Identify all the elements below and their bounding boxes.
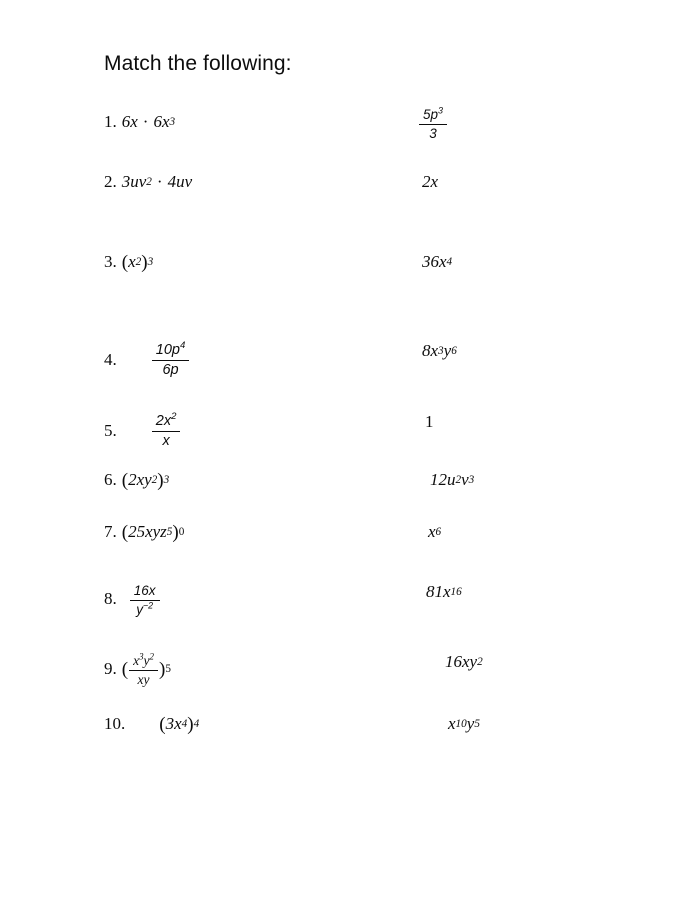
multiplication-dot: · <box>156 172 163 191</box>
open-paren: ( <box>121 521 129 543</box>
answer-item-10 <box>448 714 480 734</box>
question-number: 4. <box>104 349 117 369</box>
question-item-10 <box>104 714 199 734</box>
open-paren: ( <box>121 469 129 491</box>
question-item-6 <box>104 470 169 490</box>
answer-expression: 81x 16 <box>426 582 462 601</box>
question-number: 6. <box>104 470 117 489</box>
question-number: 10. <box>104 714 126 733</box>
exponent: 3 <box>139 651 144 662</box>
answer-expression: x 6 <box>428 522 442 541</box>
fraction-numerator: $5p^3$ <box>423 105 443 122</box>
exponent: 2 <box>171 411 177 423</box>
answer-expression: 12u 2 v 3 <box>430 470 475 489</box>
question-expression: ( 25xyz 5 ) 0 <box>121 521 185 543</box>
answer-item-9 <box>445 652 483 672</box>
fraction-denominator: xy <box>137 671 150 687</box>
answer-item-3 <box>422 252 452 272</box>
question-expression: ( $\frac{x^3y^2}{xy}$ ) 5 <box>121 651 171 687</box>
fraction <box>152 342 190 379</box>
question-item-5 <box>104 412 181 449</box>
fraction-denominator: 6p <box>162 362 179 379</box>
close-paren: ) <box>187 713 194 735</box>
question-number: 9. <box>104 659 117 679</box>
question-expression: 3uv 2 · 4uv <box>121 172 193 191</box>
question-item-2 <box>104 172 192 192</box>
question-number: 1. <box>104 112 117 131</box>
fraction <box>152 413 181 450</box>
answer-item-7 <box>428 522 441 542</box>
exponent: 2 <box>149 651 154 662</box>
fraction-numerator: $2x^2$ <box>155 411 177 429</box>
question-item-4 <box>104 341 190 378</box>
answer-item-6 <box>430 470 474 490</box>
fraction-denominator: $y^{-2}$ <box>136 600 154 617</box>
exponent: 3 <box>438 105 443 116</box>
close-paren: ) <box>141 251 148 273</box>
open-paren: ( <box>121 658 129 680</box>
exponent: 4 <box>179 340 186 352</box>
fraction-denominator: x <box>162 433 170 450</box>
fraction-numerator: $x^3y^2$ <box>133 651 154 668</box>
question-expression: 6x · 6x 3 <box>121 112 176 131</box>
answer-item-4 <box>422 341 457 361</box>
answer-expression: x 10 y 5 <box>448 714 480 733</box>
answer-expression: 8x 3 y 6 <box>422 341 457 360</box>
question-number: 5. <box>104 420 117 440</box>
answer-item-1 <box>418 106 448 141</box>
question-expression: ( 2xy 2 ) 3 <box>121 469 170 491</box>
multiplication-dot: · <box>142 112 149 131</box>
answer-item-2 <box>422 172 438 192</box>
answer-item-8 <box>426 582 462 602</box>
question-item-1 <box>104 112 175 132</box>
question-item-7 <box>104 522 184 542</box>
question-item-3 <box>104 252 153 272</box>
answer-expression: 16xy 2 <box>445 652 483 671</box>
question-item-9 <box>104 652 171 687</box>
close-paren: ) <box>172 521 179 543</box>
fraction <box>129 653 158 688</box>
open-paren: ( <box>121 251 129 273</box>
question-item-8 <box>104 582 161 617</box>
answer-item-5 <box>425 412 434 432</box>
answer-expression: 36x 4 <box>422 252 453 271</box>
fraction-numerator: 16x <box>133 583 156 598</box>
question-number: 2. <box>104 172 117 191</box>
question-number: 8. <box>104 589 117 609</box>
close-paren: ) <box>158 658 166 680</box>
fraction <box>130 583 160 618</box>
fraction-denominator: 3 <box>429 125 437 141</box>
exponent: −2 <box>142 600 154 611</box>
fraction-numerator: $10p^4$ <box>155 340 186 358</box>
open-paren: ( <box>159 713 166 735</box>
question-number: 7. <box>104 522 117 541</box>
fraction <box>419 107 447 142</box>
question-expression: ( 3x 4 ) 4 <box>159 713 200 735</box>
page-title: Match the following: <box>104 52 292 75</box>
answer-expression: 2x <box>422 172 439 191</box>
close-paren: ) <box>157 469 164 491</box>
question-number: 3. <box>104 252 117 271</box>
answer-expression: 1 <box>425 412 434 431</box>
question-expression: ( x 2 ) 3 <box>121 251 154 273</box>
